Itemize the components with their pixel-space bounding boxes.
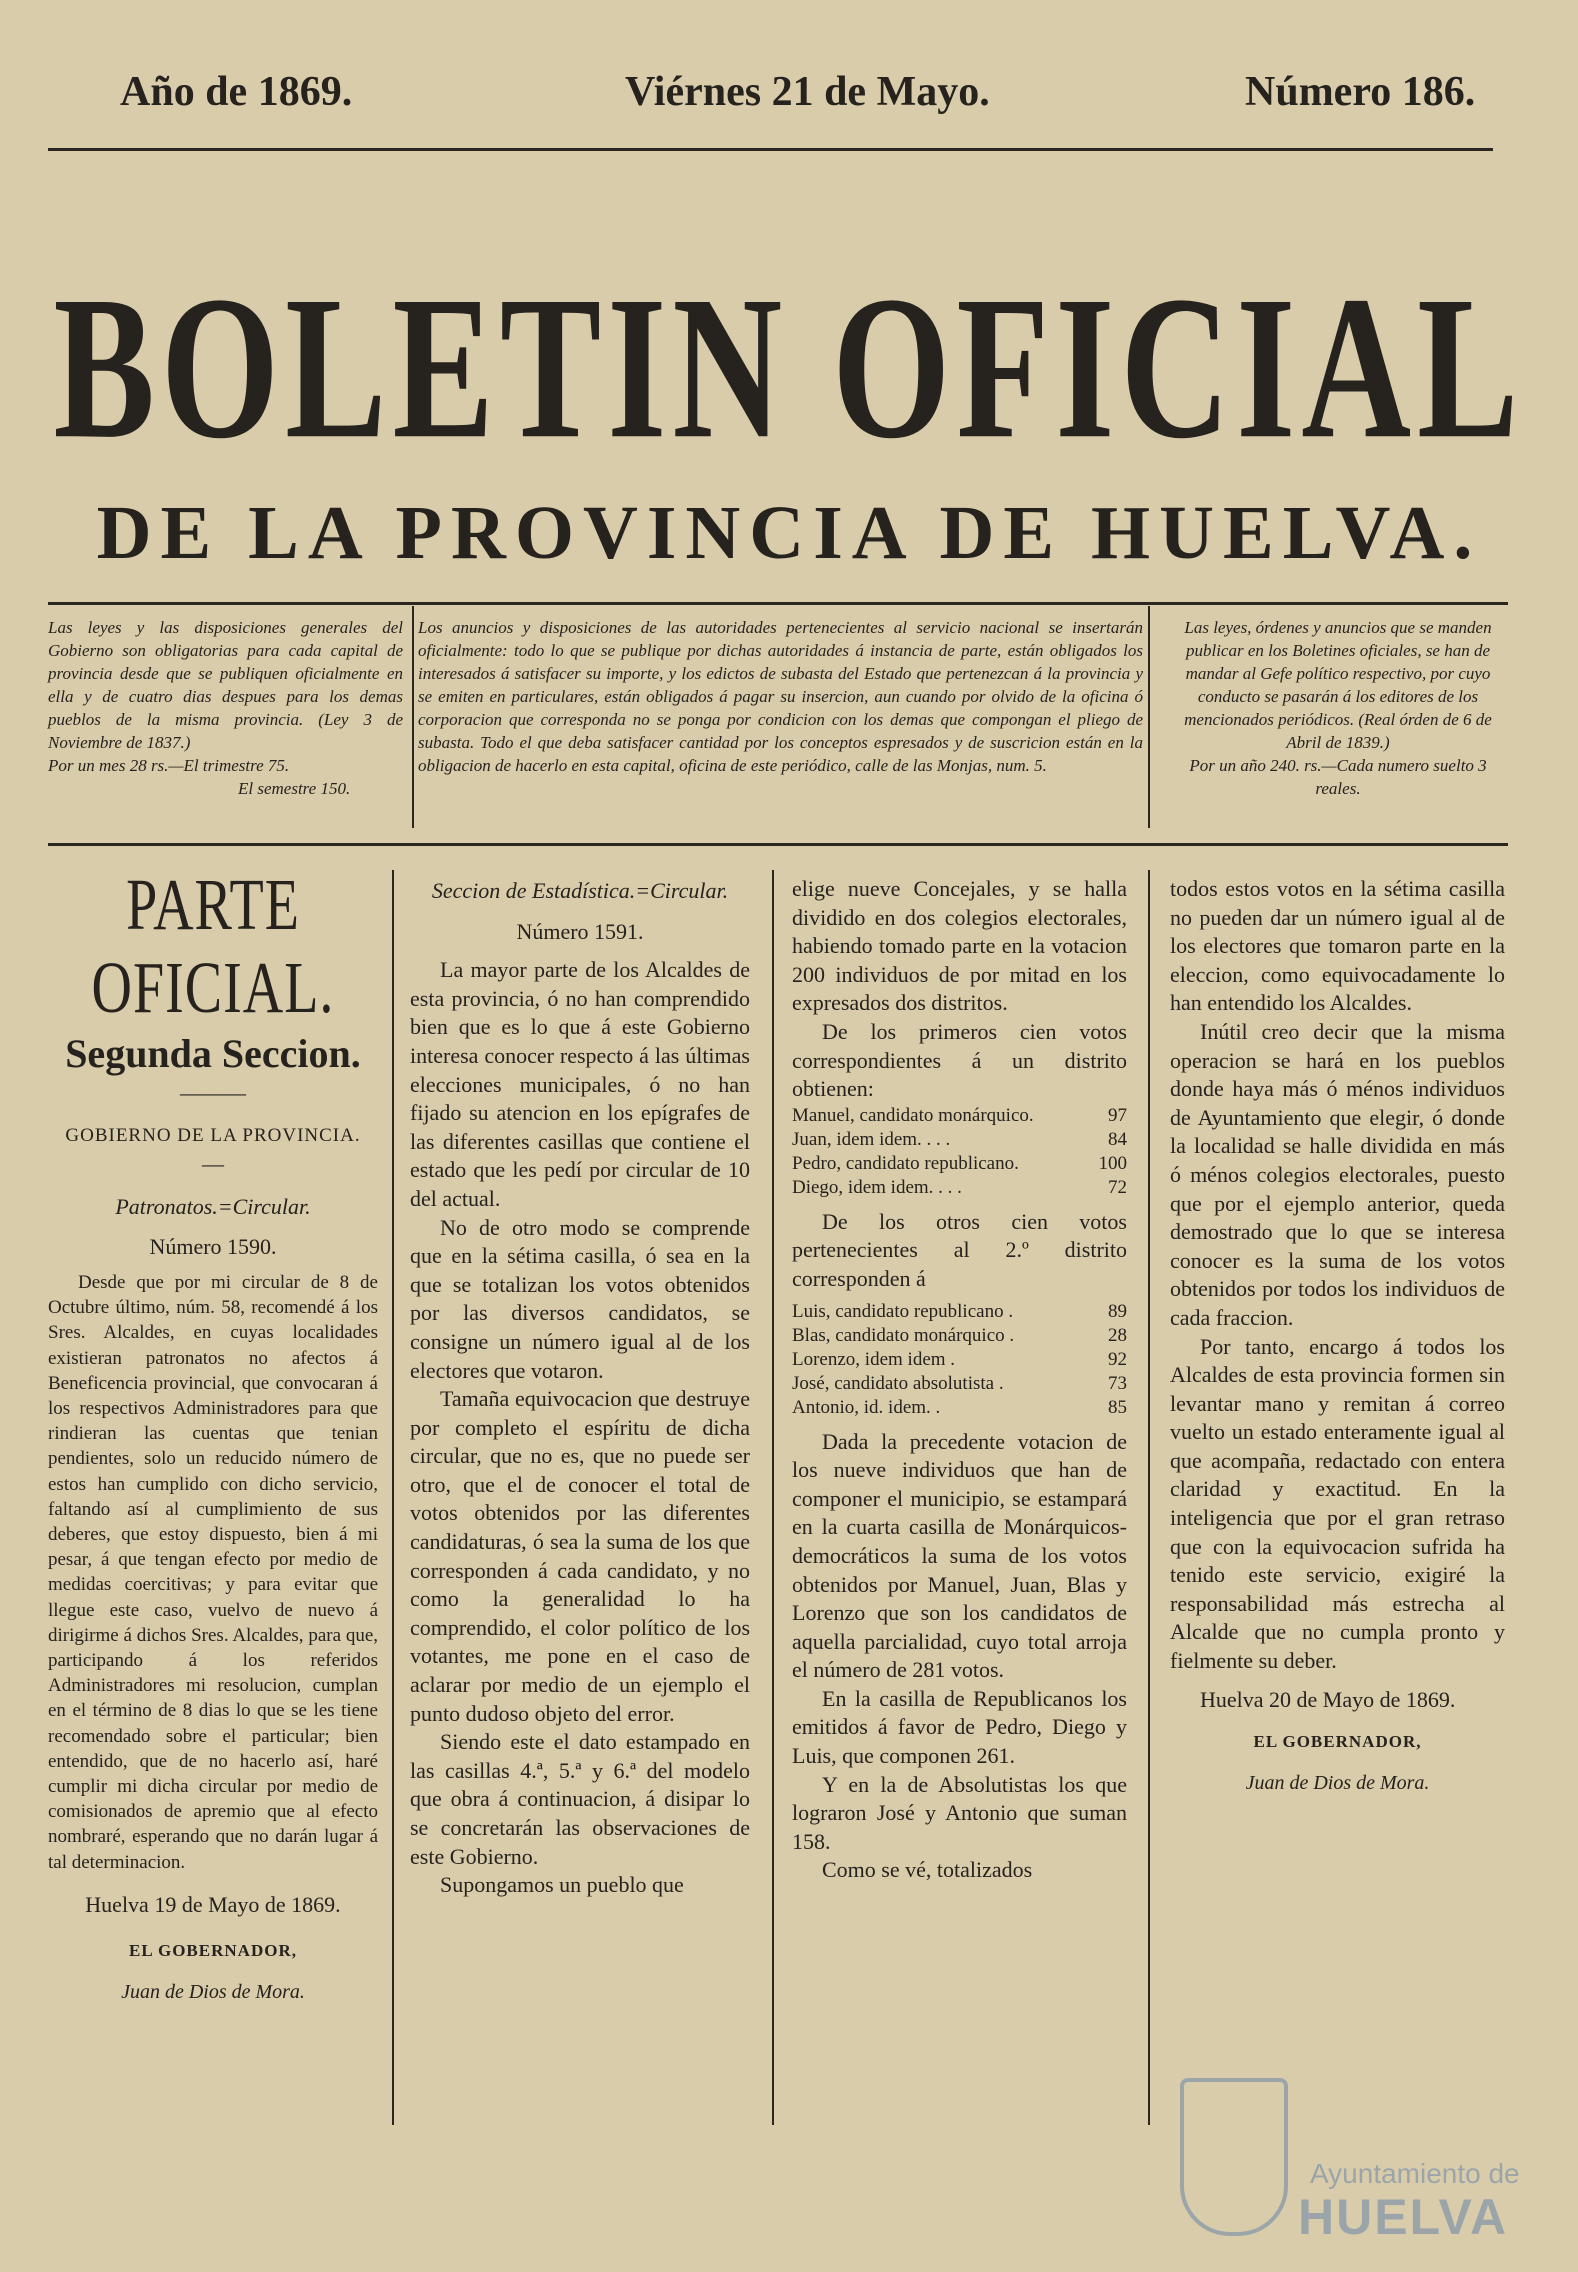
table-row: Antonio, id. idem. . 85 xyxy=(792,1396,1127,1418)
circular-body: Desde que por mi circular de 8 de Octubre último, núm. 58, recomendé á los Sres. Alcaldes, en cuyas localidades existieran patronatos no afectos á Beneficencia provincial, que convocaran á los respectivos Administradores para que rindieran las cuentas que tenian pendientes, solo un reducido número de estos han cumplido con dicho servicio, faltando así al cumplimiento de sus deberes, que estoy dispuesto, bien á mi pesar, á que tengan efecto por medio de medidas coercitivas; y para evitar que llegue este caso, vuelvo de nuevo á dirigirme á dichos Sres. Alcaldes, para que, participando á los referidos Administradores mi resolucion, cumplan en el término de 8 dias lo que se les tiene recomendado sobre el particular; bien entendido, que de no hacerlo así, haré cumplir mi dicha circular por medio de comisionados de apremio que al efecto nombraré, esperando que no darán lugar á tal determinacion. xyxy=(48,1271,378,1873)
example-p2: De los primeros cien votos correspondientes á un distrito obtienen: xyxy=(792,1018,1127,1102)
topic-heading: Patronatos.=Circular. xyxy=(115,1193,311,1219)
stats-p5: Supongamos un pueblo que xyxy=(440,1872,684,1898)
example-p5: En la casilla de Republicanos los emitidos á favor de Pedro, Diego y Luis, que componen 261. xyxy=(792,1685,1127,1769)
notice-left xyxy=(48,616,403,800)
subsection-title: Segunda Seccion. xyxy=(65,1031,361,1076)
example-p4: Dada la precedente votacion de los nueve individuos que han de componer el municipio, se estampará en la cuarta casilla de Monárquicos-democráticos la suma de los votos obtenidos por Manuel, Juan, Blas y Lorenzo que son los candidatos de aquella parcialidad, cuyo total arroja el número de 281 votos. xyxy=(792,1428,1127,1683)
example-p1: elige nueve Concejales, y se halla dividido en dos colegios electorales, habiendo tomado parte en la votacion 200 individuos de por mitad en los expresados dos distritos. xyxy=(792,876,1127,1016)
table-row: José, candidato absolutista . 73 xyxy=(792,1372,1127,1394)
dash-sep: — xyxy=(202,1151,224,1177)
stats-topic: Seccion de Estadística.=Circular. xyxy=(431,878,729,903)
notice-right-price: Por un año 240. rs.—Cada numero suelto 3 reales. xyxy=(1189,756,1487,798)
table-row: Manuel, candidato monárquico. 97 xyxy=(792,1104,1127,1126)
column-divider-2 xyxy=(772,870,774,2125)
ornament: ——— xyxy=(180,1080,246,1105)
governor-label: EL GOBERNADOR, xyxy=(129,1941,297,1961)
column-2 xyxy=(410,875,750,1900)
place-date-2: Huelva 20 de Mayo de 1869. xyxy=(1200,1686,1456,1712)
stats-p2: No de otro modo se comprende que en la sétima casilla, ó sea en la que se totalizan los votos obtenidos por las diversos candidatos, se consigne un número igual al de los electores que votaron. xyxy=(410,1214,750,1383)
notice-rule-top xyxy=(48,602,1508,605)
example-p3: De los otros cien votos pertenecientes al 2.º distrito corresponden á xyxy=(792,1208,1127,1291)
example-p6: Y en la de Absolutistas los que lograron José y Antonio que suman 158. xyxy=(792,1771,1127,1854)
votes-district-1 xyxy=(792,1104,1127,1200)
column-divider-3 xyxy=(1148,870,1150,2125)
notice-left-price1: Por un mes 28 rs.—El trimestre 75. xyxy=(48,756,290,775)
table-row: Juan, idem idem. . . . 84 xyxy=(792,1128,1127,1150)
table-row: Diego, idem idem. . . . 72 xyxy=(792,1176,1127,1198)
conclusion-p3: Por tanto, encargo á todos los Alcaldes de esta provincia formen sin levantar mano y remitan á correo vuelto un estado enteramente igual al que acompaña, redactado con entera claridad y exactitud. En la inteligencia que por el gran retraso que con la equivocacion sufrida ha tenido este servicio, exigiré la responsabilidad más estrecha al Alcalde que no cumpla pronto y fielmente su deber. xyxy=(1170,1333,1505,1674)
notice-right xyxy=(1168,616,1508,800)
governor-label-2: EL GOBERNADOR, xyxy=(1253,1732,1422,1752)
stats-number: Número 1591. xyxy=(516,918,644,944)
stats-p1: La mayor parte de los Alcaldes de esta provincia, ó no han comprendido bien que es lo que á este Gobierno interesa conocer respecto á las últimas elecciones municipales, ó no han fijado su atencion en los epígrafes de las diferentes casillas que contiene el estado que les pedí por circular de 10 del actual. xyxy=(410,957,750,1211)
notice-divider-2 xyxy=(1148,606,1150,828)
conclusion-p1: todos estos votos en la sétima casilla no pueden dar un número igual al de los electores que tomaron parte en la eleccion, como equivocadamente lo han entendido los Alcaldes. xyxy=(1170,876,1505,1016)
governor-name: Juan de Dios de Mora. xyxy=(121,1981,305,2004)
watermark-line2: HUELVA xyxy=(1298,2189,1509,2245)
conclusion-p2: Inútil creo decir que la misma operacion se hará en los pueblos donde haya más ó ménos individuos de Ayuntamiento que elegir, ó donde la localidad se halle dividida en más ó ménos colegios electorales, puesto que por el ejemplo anterior, queda demostrado que lo que se interesa conocer es la suma de los votos obtenidos por todos los individuos de cada fraccion. xyxy=(1170,1018,1505,1330)
notice-left-text: Las leyes y las disposiciones generales del Gobierno son obligatorias para cada capital de provincia desde que se publiquen oficialmente en ella y de cuatro dias despues para los demas pueblos de la misma provincia. (Ley 3 de Noviembre de 1837.) xyxy=(48,618,403,752)
table-row: Lorenzo, idem idem . 92 xyxy=(792,1348,1127,1370)
header-date: Viérnes 21 de Mayo. xyxy=(625,69,990,115)
column-4 xyxy=(1170,875,1505,1797)
votes-district-2 xyxy=(792,1300,1127,1420)
ayuntamiento-watermark xyxy=(1180,2078,1520,2248)
notice-left-price2: El semestre 150. xyxy=(238,779,351,798)
header-year: Año de 1869. xyxy=(120,69,353,115)
gov-heading: GOBIERNO DE LA PROVINCIA. xyxy=(65,1124,361,1146)
header-number: Número 186. xyxy=(1245,69,1476,115)
circular-number: Número 1590. xyxy=(149,1234,277,1260)
notice-middle: Los anuncios y disposiciones de las autoridades pertenecientes al servicio nacional se insertarán oficialmente: todo lo que se publique por dichas autoridades á instancia de parte, están obligados los interesados á satisfacer su importe, y los edictos de subasta del Estado que pertenezcan á la provincia y se emiten en particulares, están obligados á pagar su insercion, aun cuando por olvido de la oficina ó corporacion que corresponda no se ponga por condicion con los demas que compongan el pliego de subasta. Todo el que deba satisfacer cantidad por los conceptos espresados y de suscricion están en la obligacion de hacerlo en esta capital, oficina de este periódico, calle de las Monjas, num. 5. xyxy=(418,618,1143,775)
masthead-subtitle: DE LA PROVINCIA DE HUELVA. xyxy=(96,491,1482,575)
table-row: Pedro, candidato republicano. 100 xyxy=(792,1152,1127,1174)
watermark-line1: Ayuntamiento de xyxy=(1310,2158,1520,2189)
notice-rule-bottom xyxy=(48,843,1508,846)
notice-right-text: Las leyes, órdenes y anuncios que se manden publicar en los Boletines oficiales, se han de mandar al Gefe político respectivo, por cuyo conducto se pasarán á los editores de los mencionados periódicos. (Real órden de 6 de Abril de 1839.) xyxy=(1184,618,1492,752)
header-rule xyxy=(48,148,1493,151)
place-date: Huelva 19 de Mayo de 1869. xyxy=(85,1891,341,1917)
column-3 xyxy=(792,875,1127,1885)
column-1 xyxy=(48,865,378,2007)
column-divider-1 xyxy=(392,870,394,2125)
notice-divider-1 xyxy=(412,606,414,828)
stats-p4: Siendo este el dato estampado en las casillas 4.ª, 5.ª y 6.ª del modelo que obra á continuacion, á disipar lo se concretarán las observaciones de este Gobierno. xyxy=(410,1729,750,1869)
section-title: PARTE OFICIAL. xyxy=(91,865,335,1029)
shield-icon xyxy=(1180,2078,1288,2236)
table-row: Luis, candidato republicano . 89 xyxy=(792,1300,1127,1322)
table-row: Blas, candidato monárquico . 28 xyxy=(792,1324,1127,1346)
example-p7: Como se vé, totalizados xyxy=(822,1857,1033,1883)
governor-name-2: Juan de Dios de Mora. xyxy=(1245,1771,1430,1794)
masthead-title: BOLETIN OFICIAL xyxy=(53,254,1525,481)
stats-p3: Tamaña equivocacion que destruye por completo el espíritu de dicha circular, que no es, que no puede ser otro, que el de conocer el total de votos obtenidos por las diferentes candidaturas, ó sea la suma de los que corresponden á cada candidato, y no como la generalidad lo ha comprendido, el color político de los votantes, me pone en el caso de aclarar por medio de un ejemplo el punto dudoso objeto del error. xyxy=(410,1386,750,1726)
